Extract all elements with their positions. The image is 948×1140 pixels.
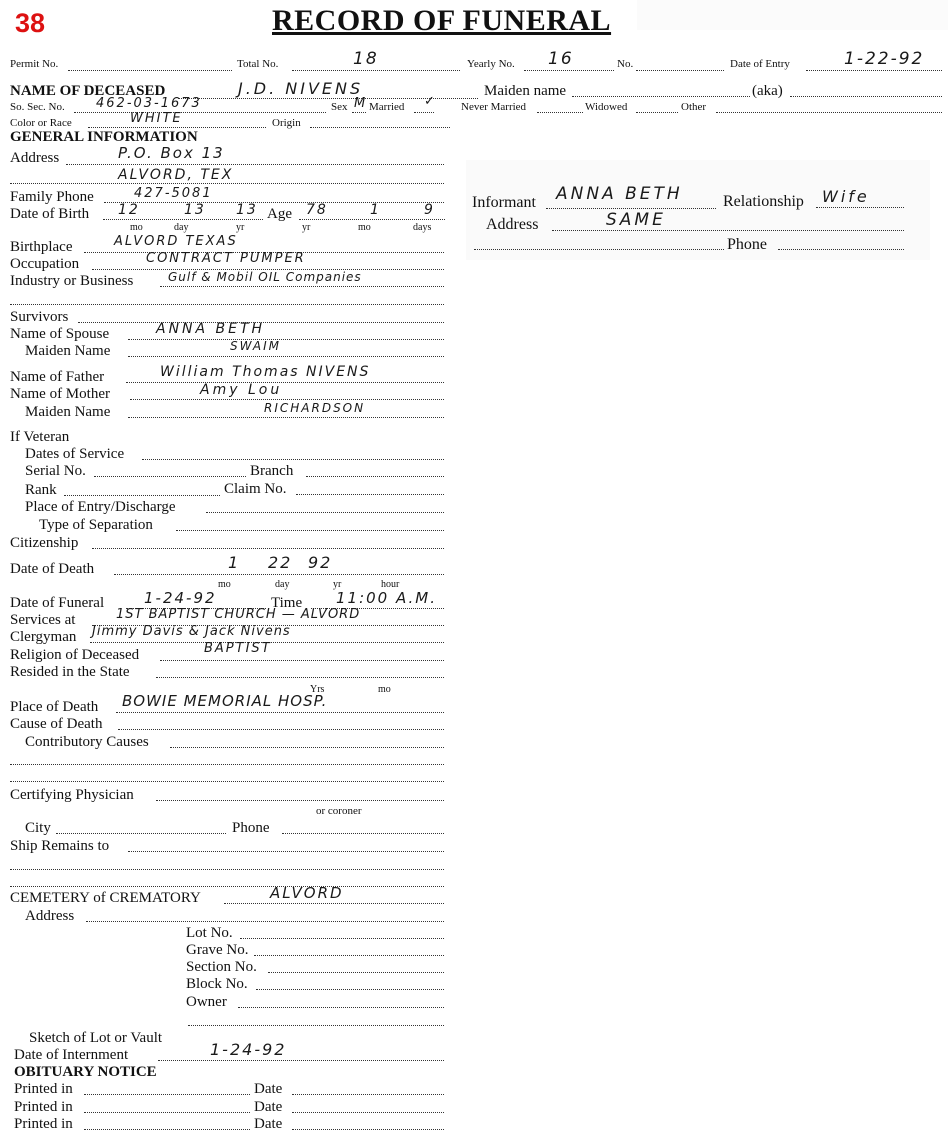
printed-date-line-3 bbox=[292, 1129, 444, 1130]
entry-value: 1-22-92 bbox=[844, 49, 925, 69]
printed-in-line-3 bbox=[84, 1129, 250, 1130]
ship-remains-line-2 bbox=[10, 869, 444, 870]
grave-line bbox=[254, 955, 444, 956]
age-unit-yr: yr bbox=[302, 222, 311, 233]
dob-label: Date of Birth bbox=[10, 206, 90, 222]
spouse-value: ANNA BETH bbox=[156, 321, 266, 337]
branch-line bbox=[306, 476, 444, 477]
family-phone-value: 427-5081 bbox=[134, 186, 213, 201]
sketch-label: Sketch of Lot or Vault bbox=[29, 1030, 163, 1046]
aka-label: (aka) bbox=[752, 83, 783, 99]
dob-line bbox=[103, 219, 263, 220]
spouse-label: Name of Spouse bbox=[10, 326, 110, 342]
contributory-line-2 bbox=[10, 764, 444, 765]
age-label: Age bbox=[267, 206, 292, 222]
separation-line bbox=[176, 530, 444, 531]
resided-label: Resided in the State bbox=[10, 664, 130, 680]
survivors-label: Survivors bbox=[10, 309, 69, 325]
mother-maiden-label: Maiden Name bbox=[25, 404, 111, 420]
printed-date-line-1 bbox=[292, 1094, 444, 1095]
physician-line bbox=[156, 800, 444, 801]
race-label: Color or Race bbox=[10, 117, 72, 129]
funeral-time-label: Time bbox=[271, 595, 303, 611]
ssn-value: 462-03-1673 bbox=[96, 96, 202, 111]
dod-unit-day: day bbox=[275, 579, 290, 590]
address-value-1: P.O. Box 13 bbox=[118, 144, 225, 162]
funeral-date-value: 1-24-92 bbox=[144, 589, 217, 607]
address-value-2: ALVORD, TEX bbox=[118, 167, 234, 183]
spouse-line bbox=[128, 339, 444, 340]
cemetery-value: ALVORD bbox=[270, 884, 344, 902]
age-years: 78 bbox=[306, 202, 328, 218]
no-line bbox=[636, 70, 724, 71]
informant-value: ANNA BETH bbox=[556, 184, 683, 204]
widowed-label: Widowed bbox=[585, 101, 628, 113]
dob-unit-yr: yr bbox=[236, 222, 245, 233]
printed-date-label-1: Date bbox=[254, 1081, 283, 1097]
deceased-name-value: J.D. NIVENS bbox=[238, 79, 364, 98]
printed-in-line-2 bbox=[84, 1112, 250, 1113]
printed-in-label-1: Printed in bbox=[14, 1081, 73, 1097]
place-of-death-value: BOWIE MEMORIAL HOSP. bbox=[122, 692, 328, 710]
informant-phone-line bbox=[778, 249, 904, 250]
cemetery-address-line bbox=[86, 921, 444, 922]
funeral-time-value: 11:00 A.M. bbox=[336, 589, 438, 607]
family-phone-line bbox=[104, 202, 444, 203]
printed-date-label-2: Date bbox=[254, 1099, 283, 1115]
dates-service-line bbox=[142, 459, 444, 460]
spouse-maiden-value: SWAIM bbox=[230, 339, 281, 353]
clergyman-label: Clergyman bbox=[10, 629, 77, 645]
industry-line bbox=[160, 286, 444, 287]
resided-line bbox=[156, 677, 444, 678]
branch-label: Branch bbox=[250, 463, 294, 479]
informant-address-line bbox=[552, 230, 904, 231]
mother-line bbox=[130, 399, 444, 400]
cemetery-address-label: Address bbox=[25, 908, 75, 924]
printed-in-label-2: Printed in bbox=[14, 1099, 73, 1115]
place-entry-line bbox=[206, 512, 444, 513]
informant-phone-label: Phone bbox=[727, 236, 767, 253]
age-months: 1 bbox=[370, 202, 381, 218]
birthplace-label: Birthplace bbox=[10, 239, 73, 255]
relationship-line bbox=[816, 207, 904, 208]
city-line bbox=[56, 833, 226, 834]
cemetery-line bbox=[224, 903, 444, 904]
date-of-death-year: 92 bbox=[308, 553, 333, 572]
entry-label: Date of Entry bbox=[730, 58, 790, 70]
ssn-label: So. Sec. No. bbox=[10, 101, 65, 113]
address-label: Address bbox=[10, 150, 60, 166]
married-check: ✓ bbox=[424, 94, 437, 109]
dob-unit-day: day bbox=[174, 222, 189, 233]
aka-line bbox=[790, 96, 942, 97]
total-label: Total No. bbox=[237, 58, 279, 70]
resided-mo-label: mo bbox=[378, 684, 391, 695]
rank-line bbox=[64, 495, 220, 496]
serial-label: Serial No. bbox=[25, 463, 86, 479]
block-label: Block No. bbox=[186, 976, 248, 992]
dod-unit-hour: hour bbox=[381, 579, 400, 590]
informant-address-label: Address bbox=[486, 216, 539, 233]
internment-line bbox=[158, 1060, 444, 1061]
yearly-label: Yearly No. bbox=[467, 58, 515, 70]
entry-line bbox=[806, 70, 942, 71]
funeral-date-label: Date of Funeral bbox=[10, 595, 105, 611]
maiden-name-label: Maiden name bbox=[484, 83, 567, 99]
relationship-label: Relationship bbox=[723, 193, 804, 210]
total-line bbox=[292, 70, 460, 71]
page-title: RECORD OF FUNERAL bbox=[272, 4, 612, 37]
mother-value: Amy Lou bbox=[200, 382, 283, 398]
deceased-name-label: NAME OF DECEASED bbox=[10, 83, 166, 99]
section-label: Section No. bbox=[186, 959, 257, 975]
ship-remains-line bbox=[128, 851, 444, 852]
no-label: No. bbox=[617, 58, 634, 70]
father-line bbox=[126, 382, 444, 383]
physician-label: Certifying Physician bbox=[10, 787, 134, 803]
dod-unit-mo: mo bbox=[218, 579, 231, 590]
family-phone-label: Family Phone bbox=[10, 189, 94, 205]
married-label: Married bbox=[369, 101, 405, 113]
contributory-line bbox=[170, 747, 444, 748]
section-line bbox=[268, 972, 444, 973]
printed-in-line-1 bbox=[84, 1094, 250, 1095]
internment-value: 1-24-92 bbox=[210, 1040, 287, 1059]
lot-line bbox=[240, 938, 444, 939]
date-of-death-label: Date of Death bbox=[10, 561, 95, 577]
never-married-line bbox=[537, 112, 583, 113]
printed-in-label-3: Printed in bbox=[14, 1116, 73, 1132]
block-line bbox=[256, 989, 444, 990]
city-phone-line bbox=[282, 833, 444, 834]
clergyman-value: Jimmy Davis & Jack Nivens bbox=[92, 624, 291, 639]
married-line bbox=[414, 112, 434, 113]
services-label: Services at bbox=[10, 612, 76, 628]
general-info-heading: GENERAL INFORMATION bbox=[10, 129, 198, 145]
origin-label: Origin bbox=[272, 117, 301, 129]
other-label: Other bbox=[681, 101, 707, 113]
age-unit-mo: mo bbox=[358, 222, 371, 233]
place-entry-label: Place of Entry/Discharge bbox=[25, 499, 176, 515]
citizenship-line bbox=[92, 548, 444, 549]
page-number: 38 bbox=[15, 8, 46, 38]
date-of-death-month: 1 bbox=[228, 553, 241, 572]
race-line bbox=[88, 127, 266, 128]
printed-date-line-2 bbox=[292, 1112, 444, 1113]
resided-yrs-label: Yrs bbox=[310, 684, 325, 695]
dod-unit-yr: yr bbox=[333, 579, 342, 590]
printed-date-label-3: Date bbox=[254, 1116, 283, 1132]
spouse-maiden-line bbox=[128, 356, 444, 357]
address-line-2 bbox=[10, 183, 444, 184]
dob-year: 13 bbox=[236, 202, 258, 218]
header-scan-shade bbox=[637, 0, 948, 30]
birthplace-value: ALVORD TEXAS bbox=[114, 234, 238, 249]
internment-label: Date of Internment bbox=[14, 1047, 129, 1063]
mother-maiden-value: RICHARDSON bbox=[264, 401, 366, 415]
industry-label: Industry or Business bbox=[10, 273, 134, 289]
serial-line bbox=[94, 476, 246, 477]
origin-line bbox=[310, 127, 450, 128]
occupation-label: Occupation bbox=[10, 256, 80, 272]
owner-label: Owner bbox=[186, 994, 227, 1010]
race-value: WHITE bbox=[130, 111, 183, 126]
sex-line bbox=[352, 112, 366, 113]
grave-label: Grave No. bbox=[186, 942, 249, 958]
date-of-death-line bbox=[114, 574, 444, 575]
permit-label: Permit No. bbox=[10, 58, 59, 70]
other-line bbox=[716, 112, 942, 113]
dob-unit-mo: mo bbox=[130, 222, 143, 233]
ship-remains-label: Ship Remains to bbox=[10, 838, 110, 854]
informant-phone-lead-line bbox=[474, 249, 724, 250]
informant-line bbox=[546, 208, 716, 209]
maiden-name-line bbox=[572, 96, 750, 97]
yearly-value: 16 bbox=[548, 49, 574, 69]
separation-label: Type of Separation bbox=[39, 517, 153, 533]
claim-line bbox=[296, 494, 444, 495]
age-unit-days: days bbox=[413, 222, 432, 233]
sex-label: Sex bbox=[331, 101, 348, 113]
dob-month: 12 bbox=[118, 202, 140, 218]
permit-line bbox=[68, 70, 232, 71]
contributory-line-3 bbox=[10, 781, 444, 782]
date-of-death-day: 22 bbox=[268, 553, 293, 572]
ssn-line bbox=[74, 112, 326, 113]
coroner-label: or coroner bbox=[316, 805, 362, 817]
widowed-line bbox=[636, 112, 678, 113]
claim-label: Claim No. bbox=[224, 481, 287, 497]
city-phone-label: Phone bbox=[232, 820, 270, 836]
place-of-death-label: Place of Death bbox=[10, 699, 99, 715]
age-days: 9 bbox=[424, 202, 435, 218]
mother-label: Name of Mother bbox=[10, 386, 110, 402]
informant-label: Informant bbox=[472, 194, 536, 211]
obituary-heading: OBITUARY NOTICE bbox=[14, 1064, 157, 1080]
cemetery-label: CEMETERY of CREMATORY bbox=[10, 890, 201, 906]
religion-value: BAPTIST bbox=[204, 641, 272, 656]
place-of-death-line bbox=[116, 712, 444, 713]
occupation-value: CONTRACT PUMPER bbox=[146, 251, 306, 266]
ship-remains-line-3 bbox=[10, 886, 444, 887]
never-married-label: Never Married bbox=[461, 101, 527, 113]
services-value: 1ST BAPTIST CHURCH — ALVORD bbox=[116, 607, 361, 622]
age-line bbox=[299, 219, 445, 220]
owner-line bbox=[238, 1007, 444, 1008]
dates-service-label: Dates of Service bbox=[25, 446, 125, 462]
contributory-label: Contributory Causes bbox=[25, 734, 149, 750]
informant-address-value: SAME bbox=[606, 210, 666, 230]
cause-line bbox=[118, 729, 444, 730]
relationship-value: Wife bbox=[822, 187, 870, 206]
religion-line bbox=[160, 660, 444, 661]
citizenship-label: Citizenship bbox=[10, 535, 79, 551]
city-label: City bbox=[25, 820, 51, 836]
father-label: Name of Father bbox=[10, 369, 105, 385]
cause-label: Cause of Death bbox=[10, 716, 103, 732]
religion-label: Religion of Deceased bbox=[10, 647, 140, 663]
father-value: William Thomas NIVENS bbox=[160, 364, 371, 380]
address-line bbox=[66, 164, 444, 165]
dob-day: 13 bbox=[184, 202, 206, 218]
mother-maiden-line bbox=[128, 417, 444, 418]
total-value: 18 bbox=[353, 49, 379, 69]
sex-value: M bbox=[354, 96, 368, 111]
spouse-maiden-label: Maiden Name bbox=[25, 343, 111, 359]
industry-line-2 bbox=[10, 304, 444, 305]
veteran-label: If Veteran bbox=[10, 429, 70, 445]
industry-value: Gulf & Mobil OIL Companies bbox=[168, 270, 362, 284]
owner-line-2 bbox=[188, 1025, 444, 1026]
rank-label: Rank bbox=[25, 482, 57, 498]
yearly-line bbox=[524, 70, 614, 71]
lot-label: Lot No. bbox=[186, 925, 233, 941]
